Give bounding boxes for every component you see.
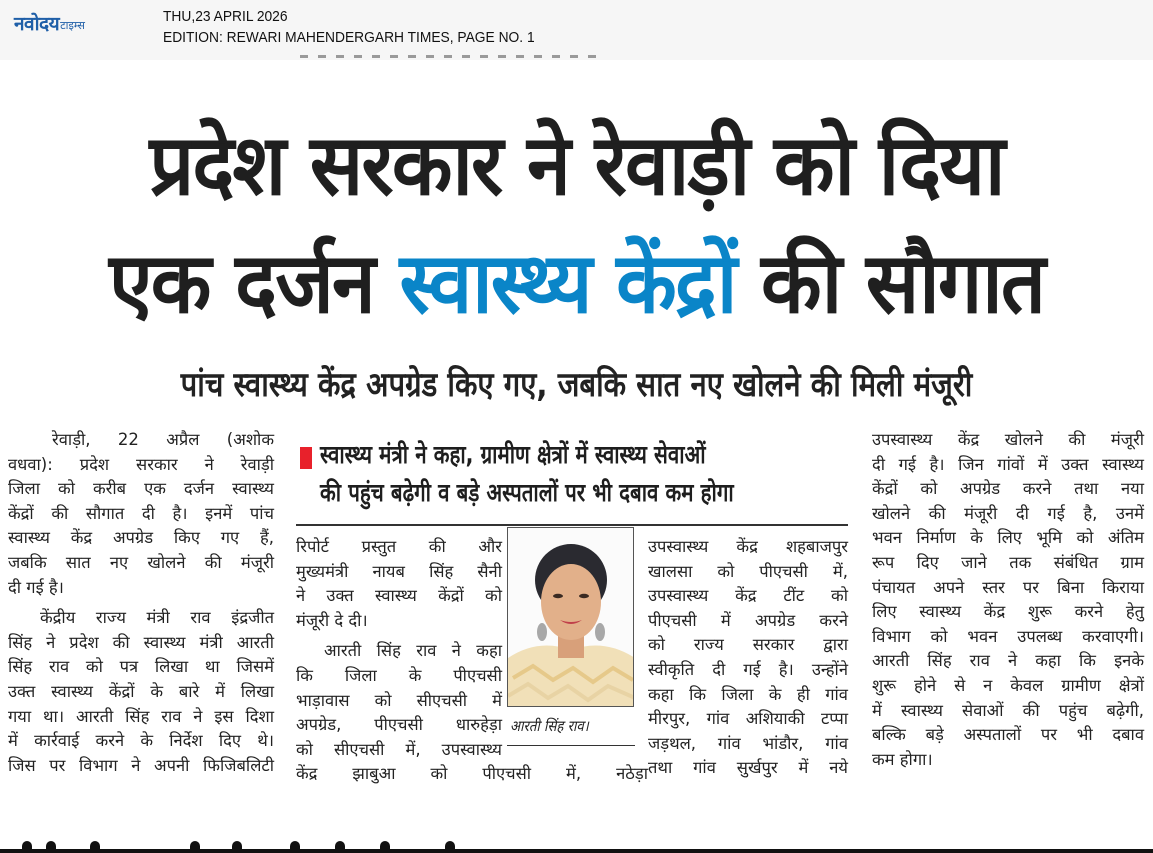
portrait-image <box>508 528 634 707</box>
blurb-line-2: की पहुंच बढ़ेगी व बड़े अस्पतालों पर भी दबाव कम होगा <box>320 478 734 507</box>
edition-header-bar <box>0 0 1153 60</box>
article-column-4 <box>872 428 1144 772</box>
text-line: उपस्वास्थ्य केंद्र खोलने की मंजूरी <box>872 430 1144 449</box>
headline-line-2-pre: एक दर्जन <box>109 234 400 332</box>
logo-main-text: नवोदय <box>14 13 60 35</box>
text-line: जड़थल, गांव भांडौर, गांव <box>648 733 848 753</box>
text-line: मंजूरी दे दी। <box>296 610 368 630</box>
text-line: कम होगा। <box>872 749 933 769</box>
text-line: कहा कि जिला के ही गांव <box>648 684 848 704</box>
text-line: बल्कि बड़े अस्पतालों पर भी दबाव <box>872 725 1144 745</box>
red-square-bullet-icon <box>300 447 312 469</box>
text-line: कि जिला के पीएचसी <box>296 665 502 685</box>
text-line: जिस पर विभाग ने अपनी फिजिबलिटी <box>8 755 274 775</box>
portrait-photo[interactable] <box>507 527 634 707</box>
edition-date: THU,23 APRIL 2026 <box>163 8 288 25</box>
text-line: पीएचसी में अपग्रेड करने <box>648 610 848 630</box>
article-column-1 <box>8 428 274 778</box>
text-line: ने उक्त स्वास्थ्य केंद्रों को <box>296 586 502 606</box>
text-line: को राज्य सरकार द्वारा <box>648 635 848 655</box>
page-bottom-edge <box>0 849 1153 853</box>
text-line: गया था। आरती सिंह राव ने इस दिशा <box>8 706 274 726</box>
headline-line-1: प्रदेश सरकार ने रेवाड़ी को दिया <box>149 116 1004 214</box>
text-line: में स्वास्थ्य सेवाओं की पहुंच बढ़ेगी, <box>872 700 1144 720</box>
text-line: दी गई है। जिन गांवों में उक्त स्वास्थ्य <box>872 454 1144 474</box>
blurb-text <box>320 436 755 512</box>
text-line: भाड़ावास को सीएचसी में <box>296 690 502 710</box>
photo-caption: आरती सिंह राव। <box>510 717 589 735</box>
text-line: केंद्रों की सौगात दी है। इनमें पांच <box>8 503 274 523</box>
article-column-2 <box>296 535 648 787</box>
logo-sub-text: टाइम्स <box>60 19 85 32</box>
edition-info: EDITION: REWARI MAHENDERGARH TIMES, PAGE NO. 1 <box>163 29 535 46</box>
text-line: मुख्यमंत्री नायब सिंह सैनी <box>296 561 502 581</box>
text-line: में कार्रवाई करने के निर्देश दिए थे। <box>8 731 274 751</box>
text-line: भवन निर्माण के लिए भूमि को अंतिम <box>872 528 1144 548</box>
subheadline: पांच स्वास्थ्य केंद्र अपग्रेड किए गए, जबकि सात नए खोलने की मिली मंजूरी <box>180 365 973 405</box>
text-line: सिंह राव को पत्र लिखा था जिसमें <box>8 657 274 677</box>
headline-accent: स्वास्थ्य केंद्रों <box>399 234 736 332</box>
newspaper-logo[interactable] <box>14 9 85 35</box>
text-line: पंचायत अपने स्तर पर बिना किराया <box>872 577 1144 597</box>
text-line: आरती सिंह राव ने कहा कि इनके <box>872 651 1144 671</box>
text-line: उपस्वास्थ्य केंद्र टींट को <box>648 586 848 606</box>
caption-divider <box>507 745 635 746</box>
text-line: रेवाड़ी, 22 अप्रैल (अशोक <box>52 430 274 449</box>
text-line: आरती सिंह राव ने कहा <box>324 641 502 661</box>
text-line: मीरपुर, गांव अशियाकी टप्पा <box>648 709 848 729</box>
text-line: को सीएचसी में, उपस्वास्थ्य <box>296 739 502 759</box>
blurb-line-1: स्वास्थ्य मंत्री ने कहा, ग्रामीण क्षेत्रों में स्वास्थ्य सेवाओं <box>320 440 706 469</box>
text-line: जिला को करीब एक दर्जन स्वास्थ्य <box>8 479 274 499</box>
blurb-divider <box>296 524 848 526</box>
text-line: केंद्र झाबुआ को पीएचसी में, नठेड़ा <box>296 764 648 784</box>
text-line: शुरू होने से न केवल ग्रामीण क्षेत्रों <box>872 675 1144 695</box>
text-line: केंद्रों को अपग्रेड करने तथा नया <box>872 479 1144 499</box>
text-line: सिंह ने प्रदेश की स्वास्थ्य मंत्री आरती <box>8 632 274 652</box>
text-line: विभाग को भवन उपलब्ध करवाएगी। <box>872 626 1144 646</box>
text-line: तथा गांव सुर्खपुर में नये <box>648 758 848 778</box>
text-line: उपस्वास्थ्य केंद्र शहबाजपुर <box>648 537 848 556</box>
headline-line-2-post: की सौगात <box>735 234 1044 332</box>
text-line: रिपोर्ट प्रस्तुत की और <box>296 537 502 556</box>
text-line: खोलने की मंजूरी दी गई है, उनमें <box>872 503 1144 523</box>
text-line: केंद्रीय राज्य मंत्री राव इंद्रजीत <box>40 608 274 628</box>
text-line: उक्त स्वास्थ्य केंद्रों के बारे में लिखा <box>8 681 274 701</box>
article-column-3 <box>648 535 848 781</box>
text-line: दी गई है। <box>8 577 64 597</box>
text-line: रूप दिए जाने तक संबंधित ग्राम <box>872 552 1144 572</box>
text-line: स्वास्थ्य केंद्र अपग्रेड किए गए हैं, <box>8 528 274 548</box>
headline-line-2 <box>35 228 1119 338</box>
text-line: स्वीकृति दी गई है। उन्होंने <box>648 659 848 679</box>
cutoff-text-top <box>300 55 620 63</box>
text-line: खालसा को पीएचसी में, <box>648 561 848 581</box>
text-line: वधवा): प्रदेश सरकार ने रेवाड़ी <box>8 454 274 474</box>
text-line: अपग्रेड, पीएचसी धारुहेड़ा <box>296 715 502 735</box>
text-line: जबकि सात नए खोलने की मंजूरी <box>8 552 274 572</box>
text-line: लिए स्वास्थ्य केंद्र शुरू करने हेतु <box>872 602 1144 622</box>
